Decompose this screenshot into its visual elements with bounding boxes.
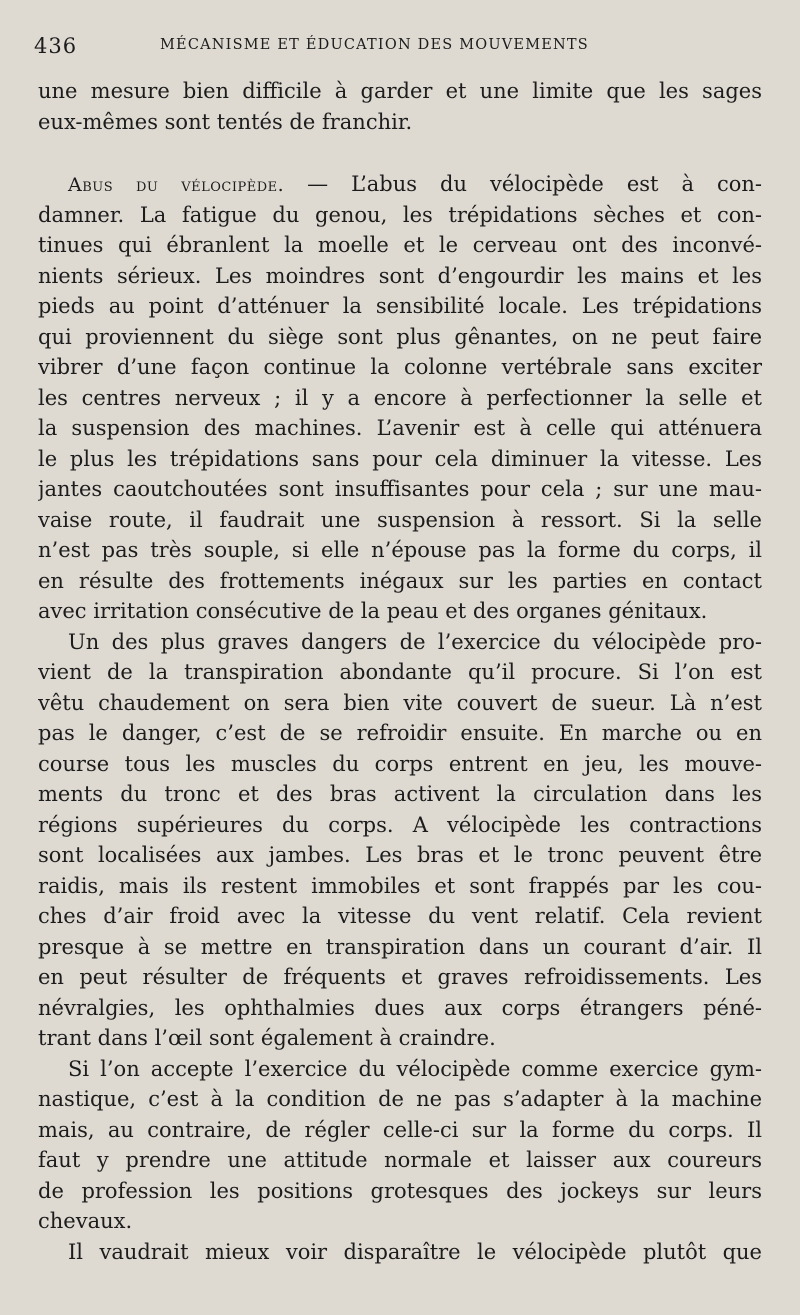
paragraph-gymnastique: [38, 1054, 762, 1237]
text-line: régions supérieures du corps. A vélocipède les contractions: [38, 812, 762, 837]
paragraph-transpiration: [38, 627, 762, 1054]
text-line: tinues qui ébranlent la moelle et le cerveau ont des inconvé-: [38, 233, 762, 257]
text-line: avec irritation consécutive de la peau et des organes génitaux.: [38, 599, 708, 623]
text-line: Il vaudrait mieux voir disparaître le vélocipède plutôt que: [68, 1239, 762, 1264]
text-line: pieds au point d’atténuer la sensibilité locale. Les trépidations: [38, 294, 762, 318]
text-line: raidis, mais ils restent immobiles et sont frappés par les cou-: [38, 873, 762, 898]
text-line: névralgies, les ophthalmies dues aux corps étrangers péné-: [38, 995, 762, 1020]
text-line: en résulte des frottements inégaux sur les parties en contact: [38, 568, 762, 593]
text-line: nients sérieux. Les moindres sont d’engourdir les mains et les: [38, 263, 762, 288]
text-line: damner. La fatigue du genou, les trépidations sèches et con-: [38, 202, 762, 227]
text-line: Si l’on accepte l’exercice du vélocipède comme exercice gym-: [68, 1056, 762, 1081]
text-line: nastique, c’est à la condition de ne pas s’adapter à la machine: [38, 1087, 762, 1111]
text-line: ches d’air froid avec la vitesse du vent relatif. Cela revient: [38, 904, 762, 928]
text-line: la suspension des machines. L’avenir est à celle qui atténuera: [38, 416, 762, 440]
text-line: qui proviennent du siège sont plus gênantes, on ne peut faire: [38, 324, 762, 349]
text-line: chevaux.: [38, 1209, 133, 1233]
text-line: faut y prendre une attitude normale et laisser aux coureurs: [38, 1148, 762, 1172]
text-line: ments du tronc et des bras activent la circulation dans les: [38, 782, 762, 806]
text-line: sont localisées aux jambes. Les bras et le tronc peuvent être: [38, 843, 762, 867]
paragraph-abus: [38, 169, 762, 627]
paragraph-continuation: [38, 76, 762, 137]
body-text: [38, 76, 762, 1267]
page-number: 436: [34, 34, 78, 58]
text-line: vêtu chaudement on sera bien vite couvert de sueur. Là n’est: [38, 690, 762, 715]
text-line: eux-mêmes sont tentés de franchir.: [38, 109, 413, 134]
text-line: une mesure bien difficile à garder et une limite que les sages: [38, 79, 762, 103]
text-line: de profession les positions grotesques des jockeys sur leurs: [38, 1178, 762, 1203]
text-line: Un des plus graves dangers de l’exercice du vélocipède pro-: [68, 629, 762, 654]
text-line: en peut résulter de fréquents et graves refroidissements. Les: [38, 965, 762, 989]
text-line: presque à se mettre en transpiration dans un courant d’air. Il: [38, 934, 762, 959]
text-line: vient de la transpiration abondante qu’il procure. Si l’on est: [38, 660, 762, 684]
text-line: le plus les trépidations sans pour cela diminuer la vitesse. Les: [38, 446, 762, 471]
text-line: course tous les muscles du corps entrent en jeu, les mouve-: [38, 751, 762, 776]
text-line: [38, 169, 762, 200]
section-heading: Abus du vélocipède.: [68, 174, 285, 196]
text-line: les centres nerveux ; il y a encore à perfectionner la selle et: [38, 385, 762, 410]
heading-continuation: — L’abus du vélocipède est à con-: [307, 172, 762, 196]
text-line: mais, au contraire, de régler celle-ci sur la forme du corps. Il: [38, 1117, 762, 1142]
page-header: [34, 34, 760, 60]
running-head: MÉCANISME ET ÉDUCATION DES MOUVEMENTS: [160, 37, 589, 53]
text-line: jantes caoutchoutées sont insuffisantes pour cela ; sur une mau-: [38, 477, 762, 501]
paragraph-final: [38, 1237, 762, 1268]
text-line: pas le danger, c’est de se refroidir ensuite. En marche ou en: [38, 721, 762, 745]
text-line: vibrer d’une façon continue la colonne vertébrale sans exciter: [38, 355, 762, 379]
text-line: vaise route, il faudrait une suspension à ressort. Si la selle: [38, 507, 762, 532]
text-line: trant dans l’œil sont également à craindre.: [38, 1026, 496, 1050]
text-line: n’est pas très souple, si elle n’épouse pas la forme du corps, il: [38, 538, 762, 562]
